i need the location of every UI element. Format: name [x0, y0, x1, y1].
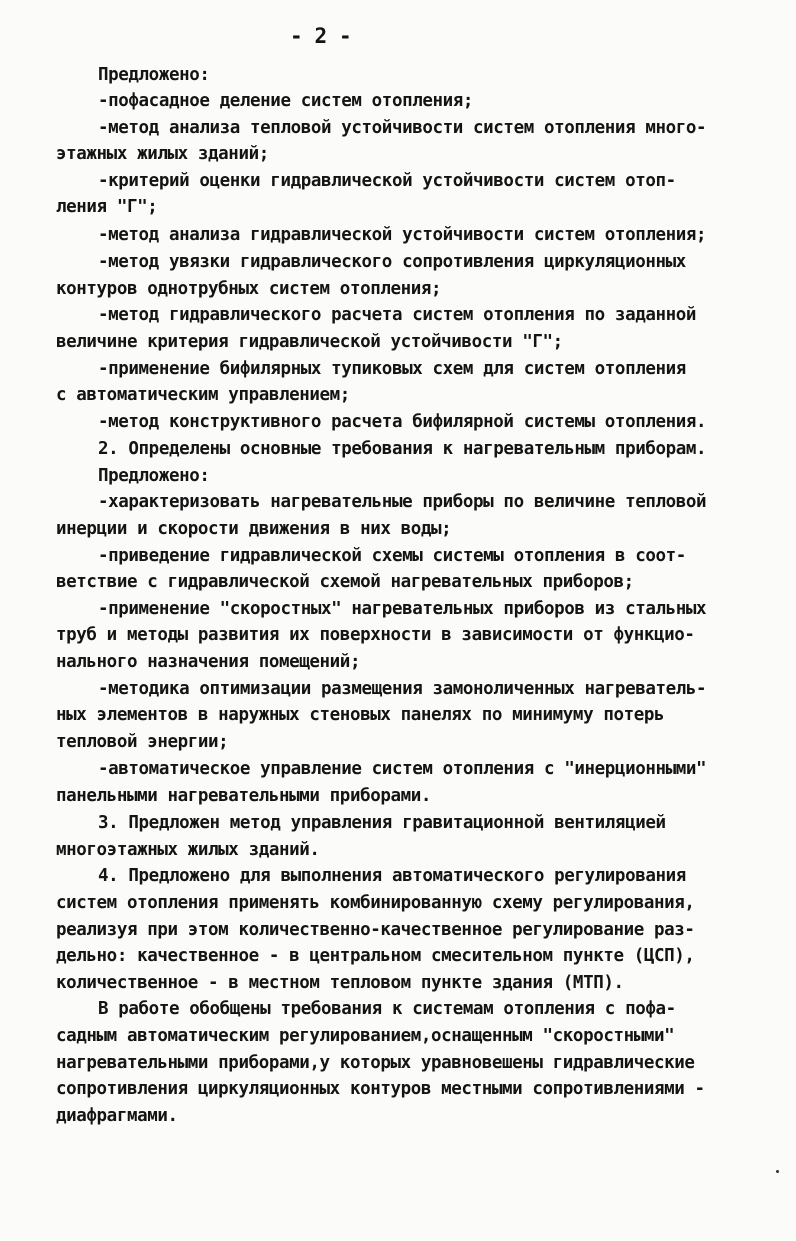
- text-line: этажных жилых зданий;: [56, 144, 269, 164]
- text-line: -метод анализа гидравлической устойчивости систем отопления;: [98, 225, 707, 245]
- text-line: сопротивления циркуляционных контуров местными сопротивлениями -: [56, 1079, 705, 1099]
- text-line: 3. Предложен метод управления гравитационной вентиляцией: [98, 813, 666, 833]
- text-line: -характеризовать нагревательные приборы по величине тепловой: [98, 492, 707, 512]
- text-line: труб и методы развития их поверхности в зависимости от функцио-: [56, 625, 695, 645]
- text-line: нального назначения помещений;: [56, 652, 361, 672]
- text-line: количественное - в местном тепловом пункте здания (МТП).: [56, 973, 624, 993]
- text-line: ветствие с гидравлической схемой нагревательных приборов;: [56, 572, 634, 592]
- text-line: -применение бифилярных тупиковых схем для систем отопления: [98, 359, 686, 379]
- text-line: -метод анализа тепловой устойчивости систем отопления много-: [98, 118, 707, 138]
- text-line: систем отопления применять комбинированную схему регулирования,: [56, 893, 695, 913]
- text-line: величине критерия гидравлической устойчивости "Г";: [56, 332, 563, 352]
- text-line: многоэтажных жилых зданий.: [56, 840, 320, 860]
- text-line: с автоматическим управлением;: [56, 385, 350, 405]
- text-line: -приведение гидравлической схемы системы отопления в соот-: [98, 546, 686, 566]
- text-line: 4. Предложено для выполнения автоматического регулирования: [98, 866, 686, 886]
- text-line: -метод конструктивного расчета бифилярной системы отопления.: [98, 412, 707, 432]
- text-line: 2. Определены основные требования к нагревательным приборам.: [98, 439, 707, 459]
- text-line: садным автоматическим регулированием,оснащенным "скоростными": [56, 1026, 675, 1046]
- text-line: ных элементов в наружных стеновых панелях по минимуму потерь: [56, 705, 665, 725]
- text-line: реализуя при этом количественно-качественное регулирование раз-: [56, 920, 695, 940]
- text-line: тепловой энергии;: [56, 732, 229, 752]
- text-line: -метод увязки гидравлического сопротивления циркуляционных: [98, 252, 686, 272]
- text-line: контуров однотрубных систем отопления;: [56, 279, 442, 299]
- text-line: инерции и скорости движения в них воды;: [56, 519, 452, 539]
- text-line: диафрагмами.: [56, 1106, 178, 1126]
- text-line: -автоматическое управление систем отопления с "инерционными": [98, 759, 707, 779]
- text-line: Предложено:: [98, 466, 210, 486]
- scan-speck: [776, 1170, 779, 1173]
- text-line: нагревательными приборами,у которых уравновешены гидравлические: [56, 1053, 695, 1073]
- text-line: -критерий оценки гидравлической устойчивости систем отоп-: [98, 171, 676, 191]
- page-number: - 2 -: [290, 24, 352, 48]
- text-line: Предложено:: [98, 65, 210, 85]
- text-line: дельно: качественное - в центральном смесительном пункте (ЦСП),: [56, 946, 695, 966]
- text-line: панельными нагревательными приборами.: [56, 786, 432, 806]
- text-line: -пофасадное деление систем отопления;: [98, 91, 474, 111]
- text-line: В работе обобщены требования к системам отопления с пофа-: [98, 999, 676, 1019]
- text-line: ления "Г";: [56, 197, 158, 217]
- text-line: -применение "скоростных" нагревательных приборов из стальных: [98, 599, 707, 619]
- text-line: -методика оптимизации размещения замоноличенных нагреватель-: [98, 679, 707, 699]
- text-line: -метод гидравлического расчета систем отопления по заданной: [98, 305, 697, 325]
